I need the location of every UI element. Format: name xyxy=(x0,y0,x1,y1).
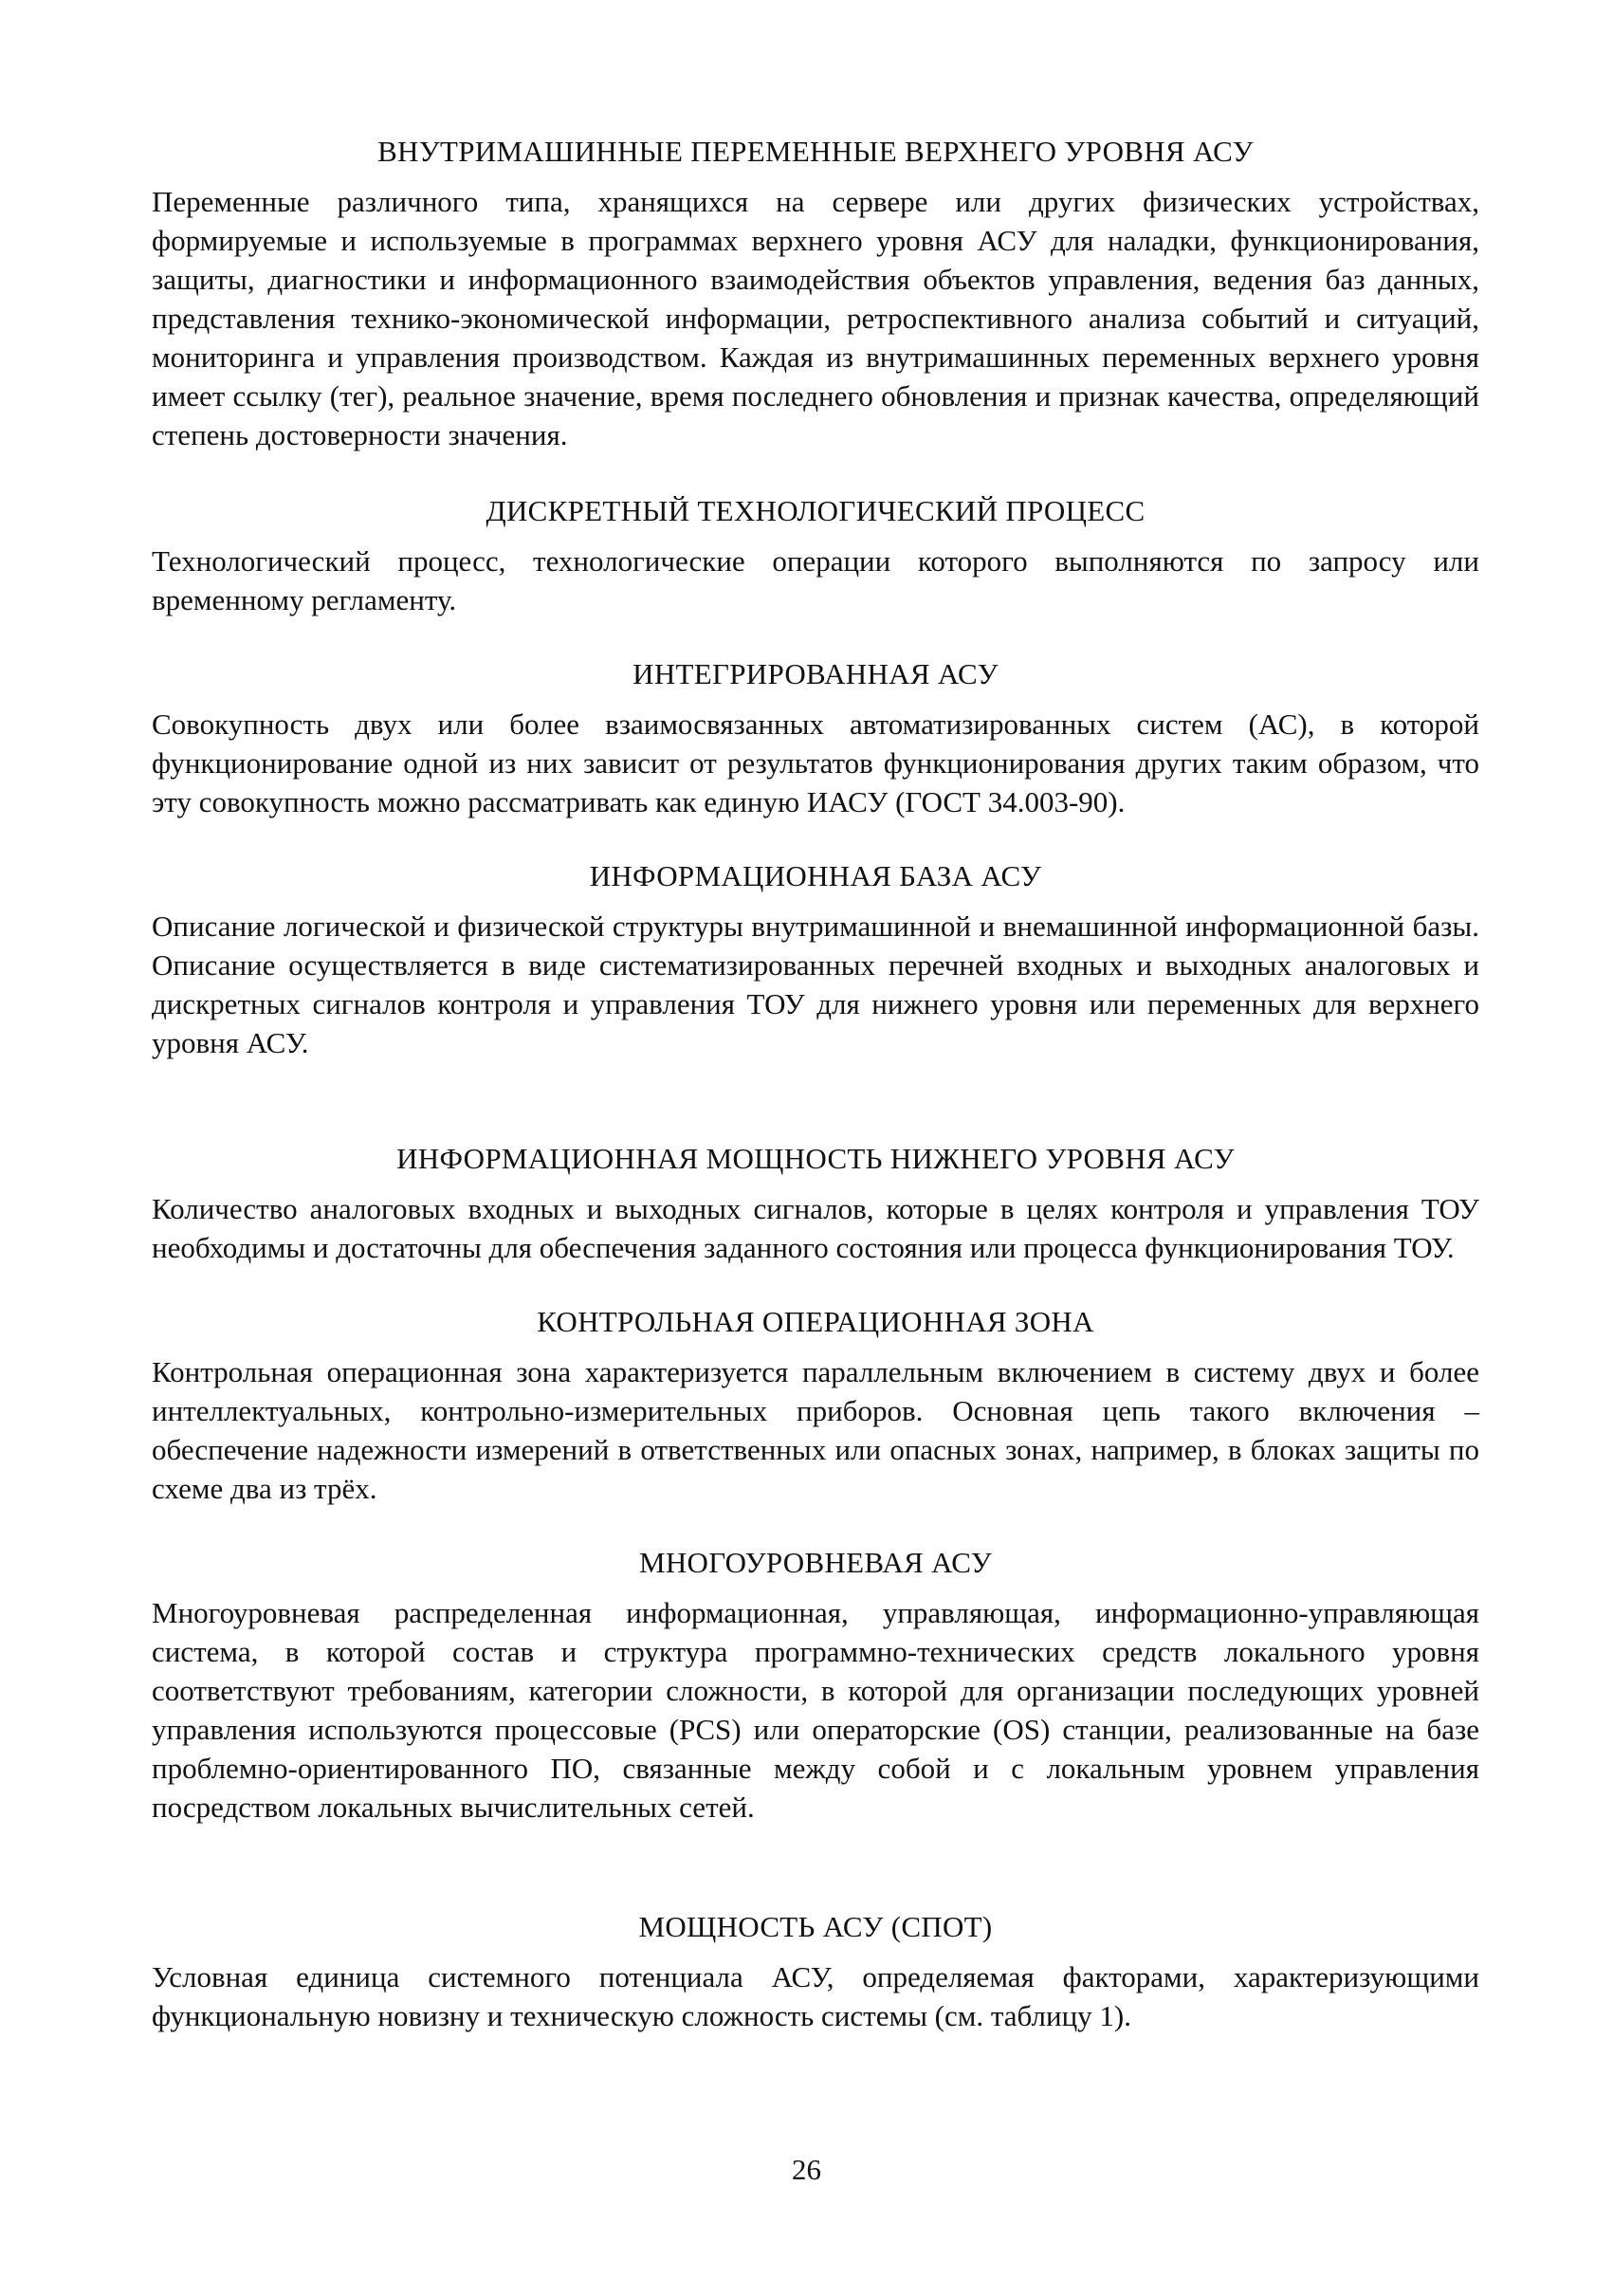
section-heading: КОНТРОЛЬНАЯ ОПЕРАЦИОННАЯ ЗОНА xyxy=(537,1305,1094,1338)
section-text: Многоуровневая распределенная информационная, управляющая, информационно-управляющая система, в которой состав и структура программно-технических средств локального уровня соответствуют требованиям, категории сложности, в которой для организации последующих уровней управления используются процессовые (PCS) или операторские (OS) станции, реализованные на базе проблемно-ориентированного ПО, связанные между собой и с локальным уровнем управления посредством локальных вычислительных сетей. xyxy=(152,1596,1479,1824)
section-text: Совокупность двух или более взаимосвязанных автоматизированных систем (АС), в которой функционирование одной из них зависит от результатов функционирования других таким образом, что эту совокупность можно рассматривать как единую ИАСУ (ГОСТ 34.003-90). xyxy=(152,707,1479,818)
section-integrated-asu xyxy=(152,655,1479,821)
document-page xyxy=(152,133,1479,2035)
section-text: Контрольная операционная зона характеризуется параллельным включением в систему двух и более интеллектуальных, контрольно-измерительных приборов. Основная цепь такого включения – обеспечение надежности измерений в ответственных или опасных зонах, например, в блоках защиты по схеме два из трёх. xyxy=(152,1355,1479,1505)
section-information-base xyxy=(152,857,1479,1062)
section-heading: ИНТЕГРИРОВАННАЯ АСУ xyxy=(632,657,999,690)
section-text: Переменные различного типа, хранящихся на сервере или других физических устройствах, формируемые и используемые в программах верхнего уровня АСУ для наладки, функционирования, защиты, диагностики и информационного взаимодействия объектов управления, ведения баз данных, представления технико-экономической информации, ретроспективного анализа событий и ситуаций, мониторинга и управления производством. Каждая из внутримашинных переменных верхнего уровня имеет ссылку (тег), реальное значение, время последнего обновления и признак качества, определяющий степень достоверности значения. xyxy=(152,185,1479,451)
section-text: Количество аналоговых входных и выходных сигналов, которые в целях контроля и управления ТОУ необходимы и достаточны для обеспечения заданного состояния или процесса функционирования ТОУ. xyxy=(152,1192,1479,1264)
section-text: Условная единица системного потенциала АСУ, определяемая факторами, характеризующими функциональную новизну и техническую сложность системы (см. таблицу 1). xyxy=(152,1960,1479,2032)
section-heading: ДИСКРЕТНЫЙ ТЕХНОЛОГИЧЕСКИЙ ПРОЦЕСС xyxy=(486,494,1146,527)
section-heading: ИНФОРМАЦИОННАЯ БАЗА АСУ xyxy=(589,859,1042,892)
section-asu-power xyxy=(152,1908,1479,2035)
section-discrete-process xyxy=(152,492,1479,619)
section-heading: МНОГОУРОВНЕВАЯ АСУ xyxy=(638,1546,993,1579)
section-internal-variables xyxy=(152,133,1479,454)
page-number: 26 xyxy=(792,2153,821,2186)
section-multilevel-asu xyxy=(152,1544,1479,1827)
section-heading: ВНУТРИМАШИННЫЕ ПЕРЕМЕННЫЕ ВЕРХНЕГО УРОВНЯ АСУ xyxy=(377,135,1254,168)
section-heading: ИНФОРМАЦИОННАЯ МОЩНОСТЬ НИЖНЕГО УРОВНЯ АСУ xyxy=(396,1142,1235,1175)
section-information-power xyxy=(152,1140,1479,1267)
section-text: Технологический процесс, технологические операции которого выполняются по запросу или временному регламенту. xyxy=(152,544,1479,616)
section-control-zone xyxy=(152,1303,1479,1508)
section-heading: МОЩНОСТЬ АСУ (СПОТ) xyxy=(638,1910,993,1943)
section-text: Описание логической и физической структуры внутримашинной и внемашинной информационной базы. Описание осуществляется в виде систематизированных перечней входных и выходных аналоговых и дискретных сигналов контроля и управления ТОУ для нижнего уровня или переменных для верхнего уровня АСУ. xyxy=(152,909,1479,1059)
